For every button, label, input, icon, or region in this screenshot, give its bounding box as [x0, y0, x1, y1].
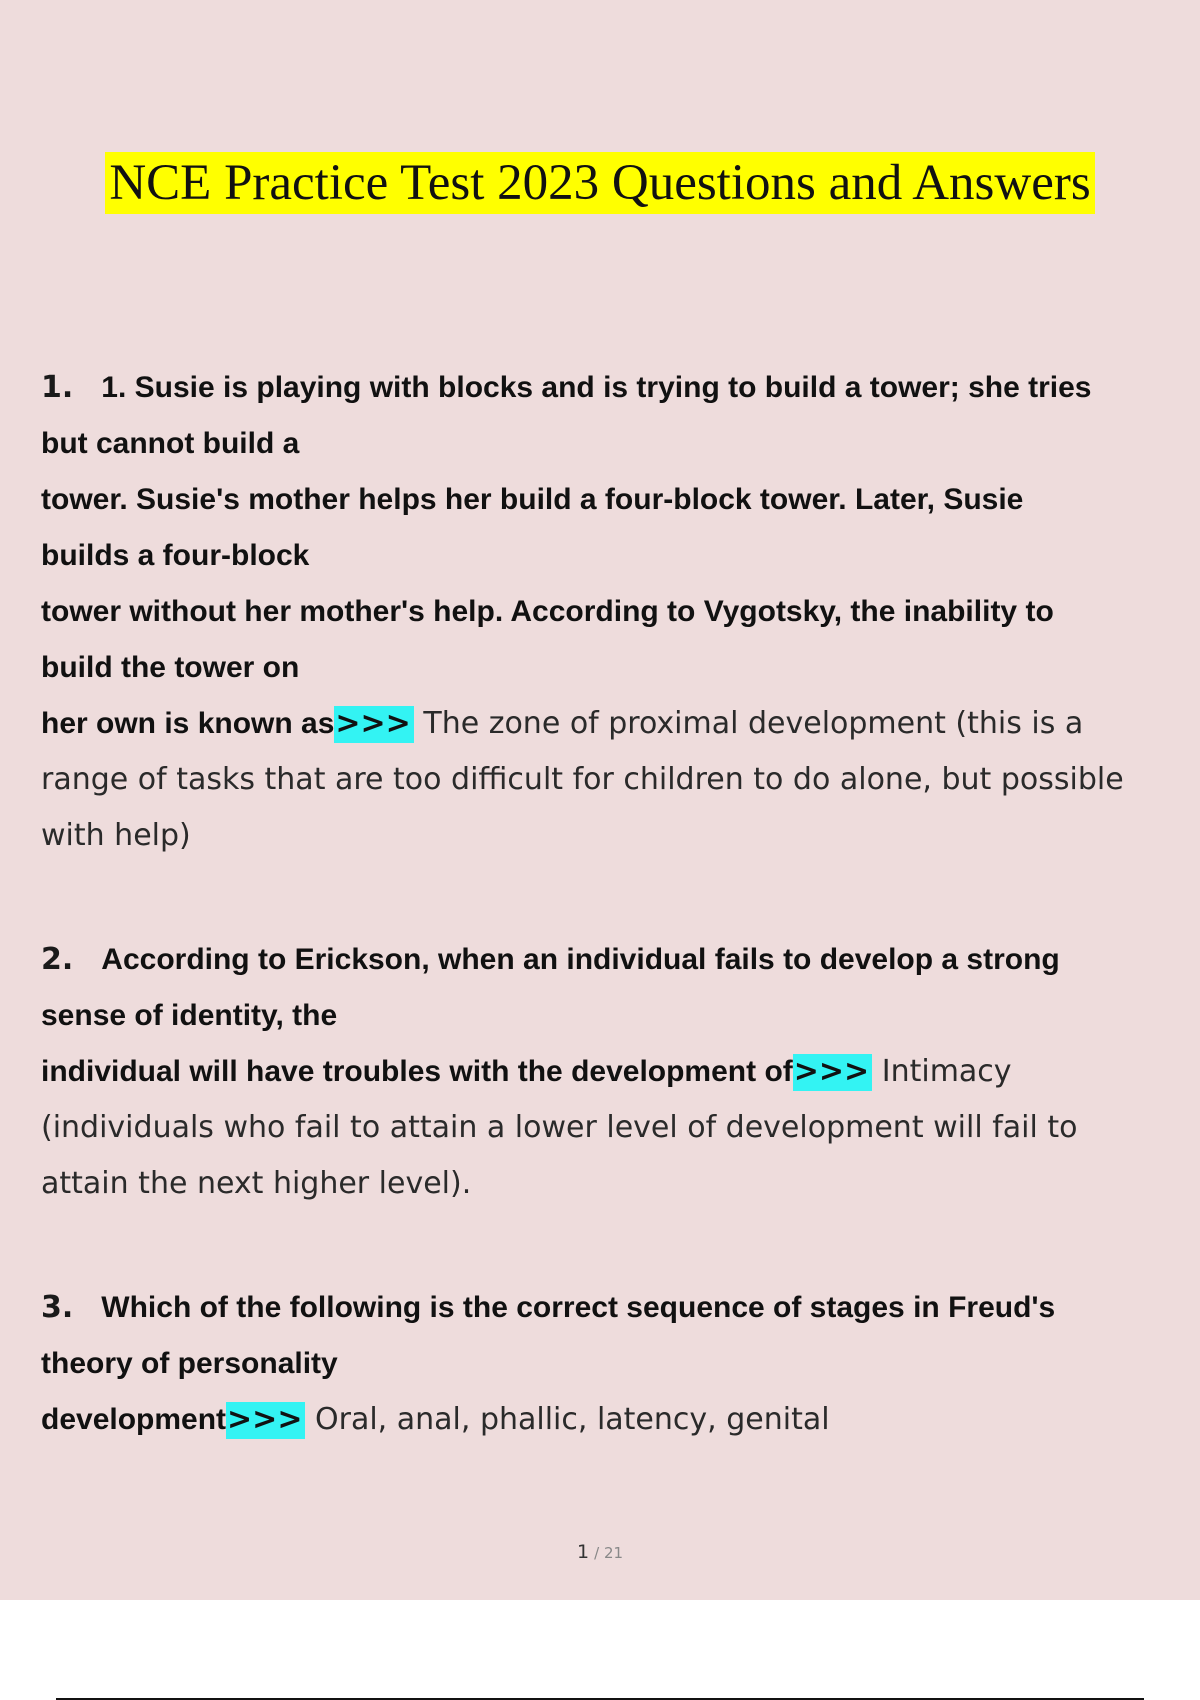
question-text-line: sense of identity, the: [41, 999, 338, 1032]
question-text-line: tower. Susie's mother helps her build a four-block tower. Later, Susie: [41, 483, 1024, 516]
qa-item-1: [41, 360, 1171, 864]
question-text-line: her own is known as: [41, 707, 335, 740]
question-text-line: builds a four-block: [41, 539, 310, 572]
question-number: 1.: [41, 370, 74, 405]
qa-list: [41, 360, 1171, 1448]
page-number: [0, 1541, 1200, 1563]
answer-marker: >>>: [226, 1402, 305, 1439]
question-text-line: development: [41, 1403, 227, 1436]
answer-marker: >>>: [334, 706, 413, 743]
question-number: 2.: [41, 942, 74, 977]
question-text-line: 1. Susie is playing with blocks and is trying to build a tower; she tries: [101, 371, 1092, 404]
page-number-total: / 21: [594, 1544, 624, 1562]
answer-text: The zone of proximal development (this is a range of tasks that are too difficult for children to do alone, but possible with help): [41, 706, 1124, 853]
question-text-line: According to Erickson, when an individual fails to develop a strong: [101, 943, 1060, 976]
question-text-line: theory of personality: [41, 1347, 338, 1380]
answer-text: Oral, anal, phallic, latency, genital: [315, 1402, 830, 1437]
answer-marker: >>>: [793, 1054, 872, 1091]
qa-item-3: [41, 1280, 1171, 1448]
page-number-current: 1: [576, 1541, 590, 1563]
question-text-line: build the tower on: [41, 651, 300, 684]
question-text-line: individual will have troubles with the development of: [41, 1055, 793, 1088]
document-title: NCE Practice Test 2023 Questions and Answers: [105, 152, 1094, 214]
question-text-line: tower without her mother's help. According to Vygotsky, the inability to: [41, 595, 1054, 628]
qa-item-2: [41, 932, 1171, 1212]
answer-text: Intimacy (individuals who fail to attain a lower level of development will fail to attain the next higher level).: [41, 1054, 1078, 1201]
question-text-line: Which of the following is the correct sequence of stages in Freud's: [101, 1291, 1056, 1324]
question-number: 3.: [41, 1290, 74, 1325]
question-text-line: but cannot build a: [41, 427, 300, 460]
title-container: [0, 152, 1200, 214]
